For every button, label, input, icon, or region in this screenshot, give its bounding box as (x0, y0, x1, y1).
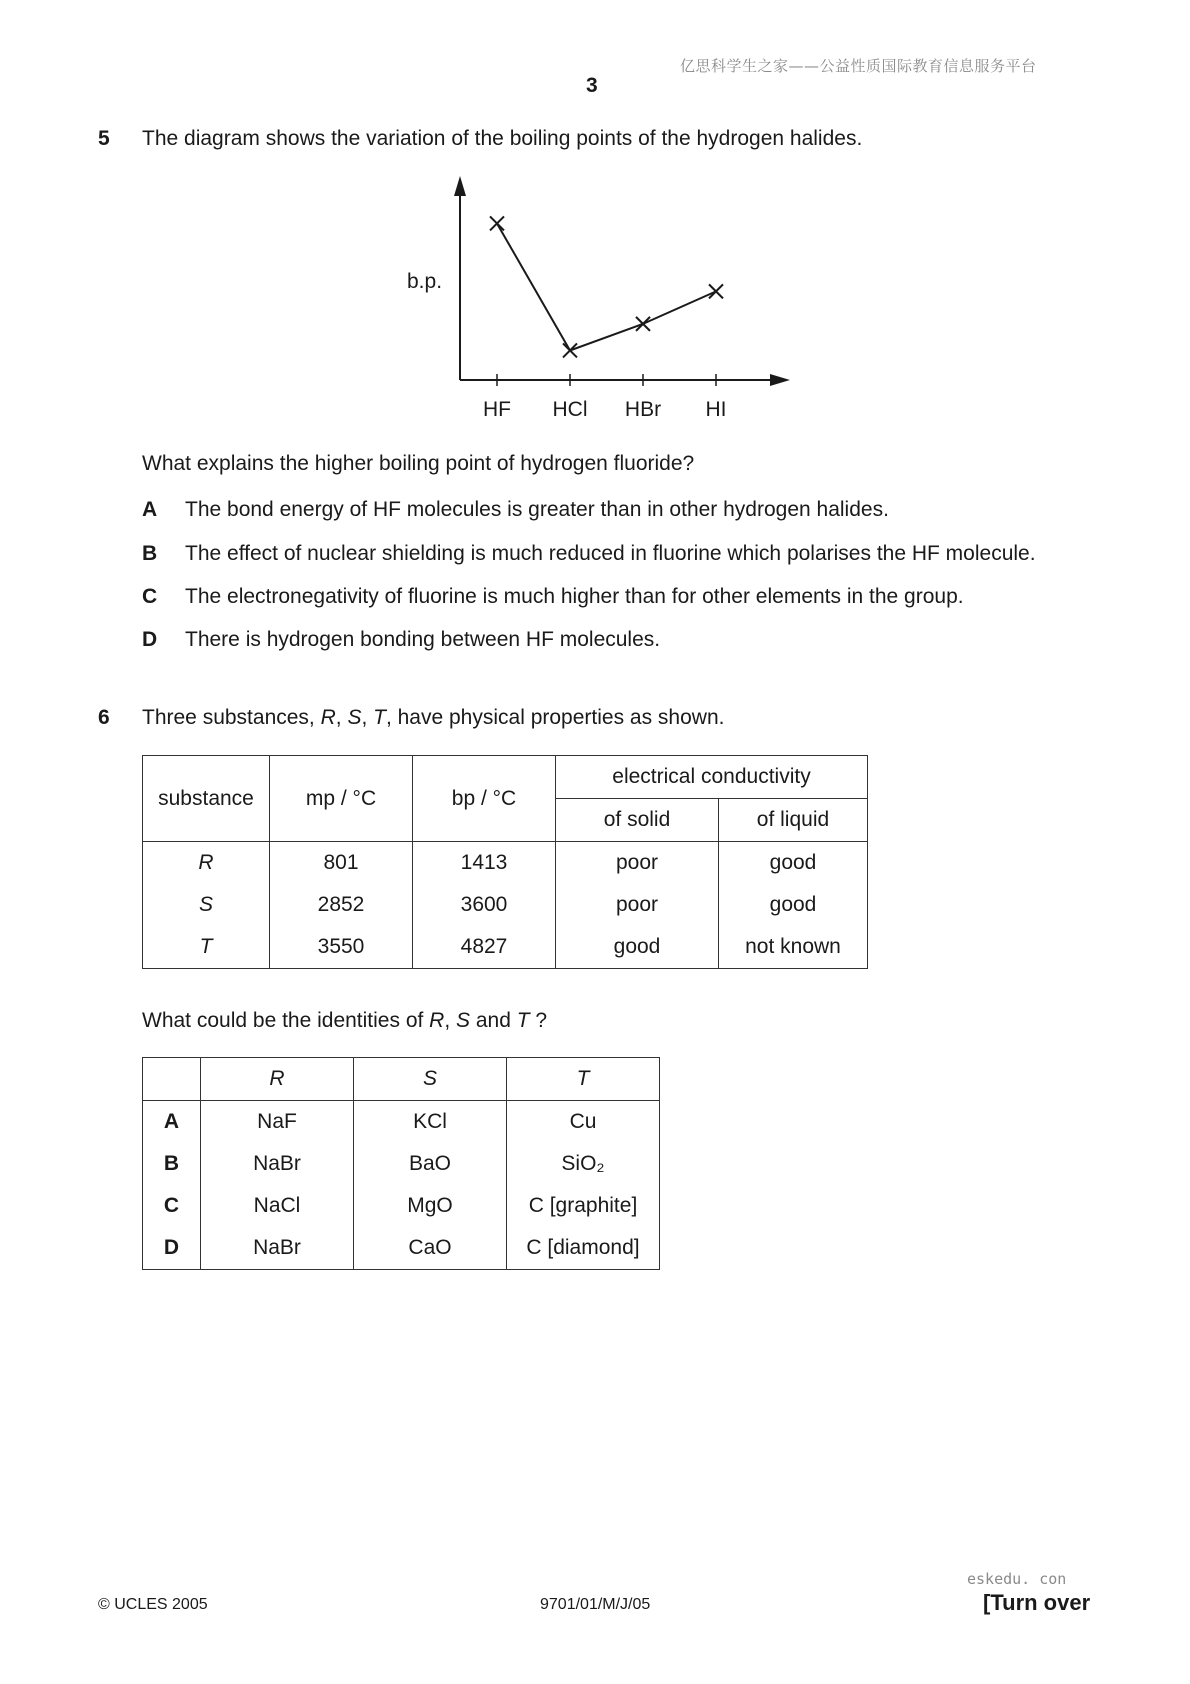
prompt-part: and (470, 1009, 517, 1032)
cell-t: C [diamond] (507, 1227, 660, 1270)
cell-substance: R (143, 842, 270, 885)
question-6-prompt (142, 1009, 547, 1033)
option-a-letter: A (142, 498, 158, 521)
series-line (497, 223, 716, 350)
header-substance: substance (143, 756, 270, 842)
cell-solid: poor (556, 842, 719, 885)
header-watermark: 亿思科学生之家——公益性质国际教育信息服务平台 (680, 57, 1037, 75)
header-of-solid: of solid (556, 799, 719, 842)
option-b[interactable] (142, 542, 1036, 566)
option-d[interactable] (142, 628, 661, 652)
cell-t: Cu (507, 1101, 660, 1144)
cell-mp: 801 (270, 842, 413, 885)
question-5-prompt: What explains the higher boiling point of hydrogen fluoride? (142, 452, 695, 475)
cell-s: KCl (354, 1101, 507, 1144)
option-a[interactable] (142, 498, 889, 522)
question-5-stem: The diagram shows the variation of the boiling points of the hydrogen halides. (142, 127, 863, 150)
x-tick-label: HF (483, 398, 511, 421)
answer-row-a[interactable] (143, 1101, 660, 1144)
option-c[interactable] (142, 585, 964, 609)
option-a-text: The bond energy of HF molecules is greater than in other hydrogen halides. (185, 498, 889, 521)
table-row (143, 842, 868, 885)
page-number: 3 (586, 74, 598, 97)
turn-over-label: [Turn over (983, 1590, 1091, 1615)
prompt-sep: , (444, 1009, 457, 1032)
data-point-marker (563, 343, 577, 357)
prompt-part: ? (529, 1009, 548, 1032)
answer-letter: D (143, 1227, 201, 1270)
cell-s: BaO (354, 1143, 507, 1185)
stem-r: R (320, 706, 336, 729)
answer-row-d[interactable] (143, 1227, 660, 1270)
cell-r: NaBr (201, 1227, 354, 1270)
footer-copyright: © UCLES 2005 (98, 1596, 208, 1613)
option-c-text: The electronegativity of fluorine is much higher than for other elements in the group. (185, 585, 964, 608)
option-d-text: There is hydrogen bonding between HF molecules. (185, 628, 661, 651)
x-axis (460, 374, 790, 386)
option-c-letter: C (142, 585, 158, 608)
stem-part: , have physical properties as shown. (385, 706, 725, 729)
cell-substance: T (143, 926, 270, 969)
question-6-number: 6 (98, 706, 110, 729)
x-tick-label: HI (705, 398, 727, 421)
cell-liquid: not known (719, 926, 868, 969)
answer-letter: C (143, 1185, 201, 1227)
header-conductivity: electrical conductivity (556, 756, 868, 799)
answer-letter: B (143, 1143, 201, 1185)
cell-mp: 3550 (270, 926, 413, 969)
data-point-marker (490, 216, 504, 230)
prompt-t: T (516, 1009, 530, 1032)
cell-substance: S (143, 884, 270, 926)
footer-paper-code: 9701/01/M/J/05 (540, 1596, 651, 1613)
stem-part: Three substances, (142, 706, 321, 729)
header-s: S (354, 1058, 507, 1101)
question-5-number: 5 (98, 127, 110, 150)
header-t: T (507, 1058, 660, 1101)
prompt-s: S (456, 1009, 471, 1032)
prompt-r: R (429, 1009, 445, 1032)
cell-r: NaF (201, 1101, 354, 1144)
prompt-part: What could be the identities of (142, 1009, 430, 1032)
cell-liquid: good (719, 842, 868, 885)
y-axis-label: b.p. (407, 270, 443, 293)
identities-table (142, 1057, 660, 1270)
properties-table (142, 755, 868, 969)
cell-t: C [graphite] (507, 1185, 660, 1227)
stem-s: S (347, 706, 362, 729)
stem-t: T (373, 706, 386, 729)
table-row (143, 926, 868, 969)
cell-liquid: good (719, 884, 868, 926)
header-of-liquid: of liquid (719, 799, 868, 842)
x-tick-label: HBr (624, 398, 662, 421)
answer-row-c[interactable] (143, 1185, 660, 1227)
cell-bp: 1413 (413, 842, 556, 885)
boiling-point-chart (390, 168, 810, 428)
option-b-text: The effect of nuclear shielding is much reduced in fluorine which polarises the HF molecule. (185, 542, 1036, 565)
cell-bp: 3600 (413, 884, 556, 926)
y-axis (454, 176, 466, 380)
stem-sep: , (361, 706, 374, 729)
cell-solid: good (556, 926, 719, 969)
cell-solid: poor (556, 884, 719, 926)
footer-watermark: eskedu. con (967, 1570, 1067, 1588)
option-d-letter: D (142, 628, 158, 651)
answer-row-b[interactable] (143, 1143, 660, 1185)
header-blank (143, 1058, 201, 1101)
cell-bp: 4827 (413, 926, 556, 969)
header-r: R (201, 1058, 354, 1101)
data-point-marker (709, 284, 723, 298)
x-tick-label: HCl (552, 398, 588, 421)
cell-mp: 2852 (270, 884, 413, 926)
option-b-letter: B (142, 542, 158, 565)
stem-sep: , (335, 706, 348, 729)
cell-r: NaCl (201, 1185, 354, 1227)
header-bp: bp / °C (413, 756, 556, 842)
data-point-marker (636, 317, 650, 331)
header-mp: mp / °C (270, 756, 413, 842)
cell-s: CaO (354, 1227, 507, 1270)
cell-s: MgO (354, 1185, 507, 1227)
cell-r: NaBr (201, 1143, 354, 1185)
table-row (143, 884, 868, 926)
answer-letter: A (143, 1101, 201, 1144)
cell-t: SiO₂ (507, 1143, 660, 1185)
question-6-stem (142, 706, 724, 730)
